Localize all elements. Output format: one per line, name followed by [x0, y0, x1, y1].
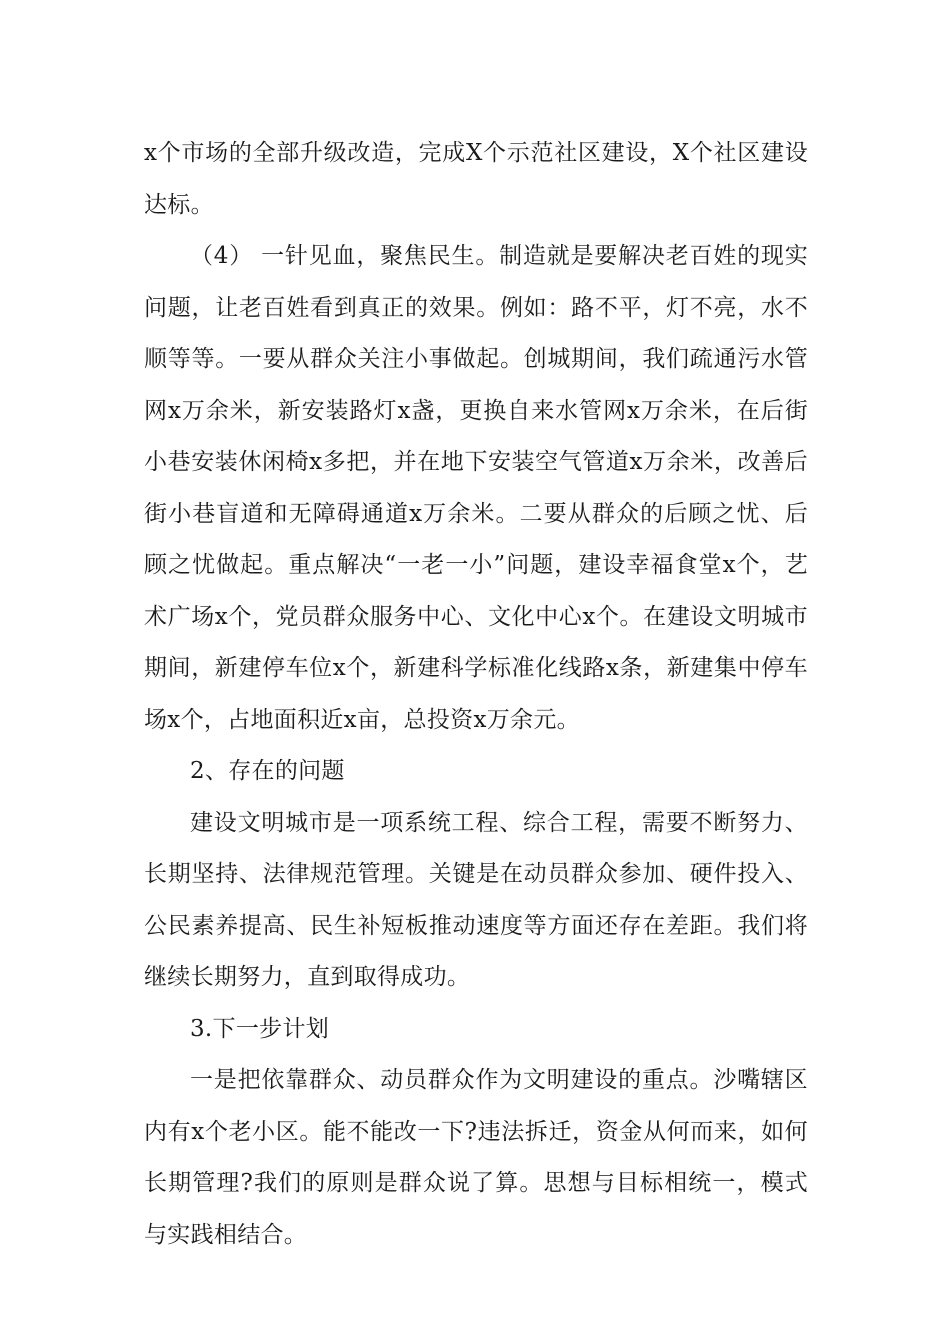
document-body	[144, 128, 808, 1261]
paragraph-next-plan: 一是把依靠群众、动员群众作为文明建设的重点。沙嘴辖区内有x个老小区。能不能改一下?违法拆迁，资金从何而来，如何长期管理?我们的原则是群众说了算。思想与目标相统一，模式与实践相结合。	[144, 1067, 808, 1248]
paragraph-market-upgrade: x个市场的全部升级改造，完成X个示范社区建设，X个社区建设达标。	[144, 140, 808, 218]
paragraph-existing-problems: 建设文明城市是一项系统工程、综合工程，需要不断努力、长期坚持、法律规范管理。关键是在动员群众参加、硬件投入、公民素养提高、民生补短板推动速度等方面还存在差距。我们将继续长期努力，直到取得成功。	[144, 809, 808, 990]
section-heading-existing-problems: 2、存在的问题	[190, 758, 345, 784]
section-heading-next-plan: 3.下一步计划	[190, 1015, 330, 1042]
paragraph-focus-livelihood: （4） 一针见血，聚焦民生。制造就是要解决老百姓的现实问题，让老百姓看到真正的效果。例如：路不平，灯不亮，水不顺等等。一要从群众关注小事做起。创城期间，我们疏通污水管网x万余米，新安装路灯x盏，更换自来水管网x万余米，在后街小巷安装休闲椅x多把，并在地下安装空气管道x万余米，改善后街小巷盲道和无障碍通道x万余米。二要从群众的后顾之忧、后顾之忧做起。重点解决“一老一小”问题，建设幸福食堂x个，艺术广场x个，党员群众服务中心、文化中心x个。在建设文明城市期间，新建停车位x个，新建科学标准化线路x条，新建集中停车场x个，占地面积近x亩，总投资x万余元。	[144, 243, 808, 733]
